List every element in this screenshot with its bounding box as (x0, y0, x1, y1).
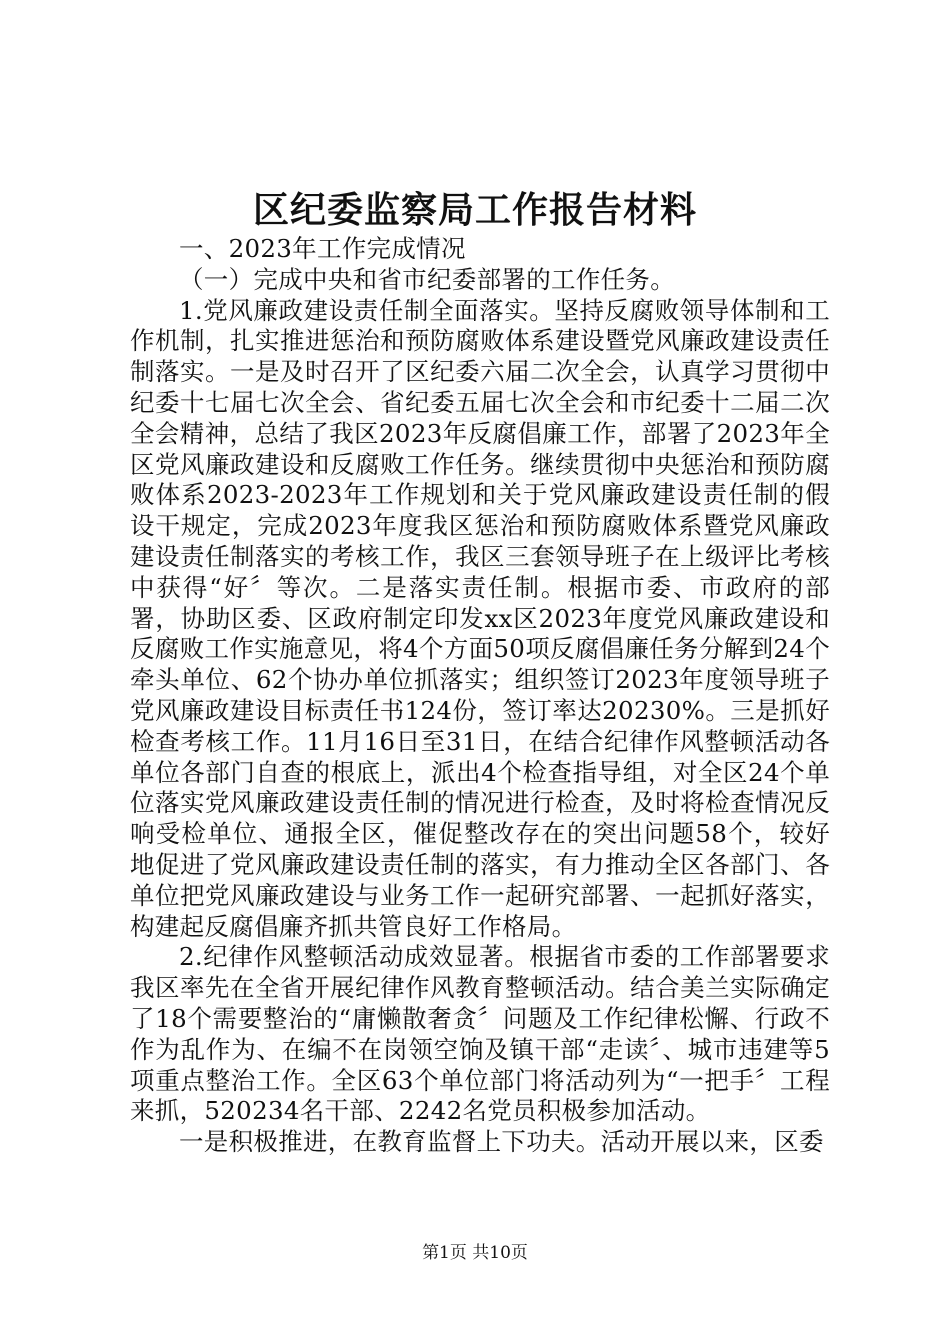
body-paragraph: 1.党风廉政建设责任制全面落实。坚持反腐败领导体制和工作机制，扎实推进惩治和预防腐败体系建设暨党风廉政建设责任制落实。一是及时召开了区纪委六届二次全会，认真学习贯彻中纪委十七届七次全会、省纪委五届七次全会和市纪委十二届二次全会精神，总结了我区2023年反腐倡廉工作，部署了2023年全区党风廉政建设和反腐败工作任务。继续贯彻中央惩治和预防腐败体系2023-2023年工作规划和关于党风廉政建设责任制的假设干规定，完成2023年度我区惩治和预防腐败体系暨党风廉政建设责任制落实的考核工作，我区三套领导班子在上级评比考核中获得“好〞等次。二是落实责任制。根据市委、市政府的部署，协助区委、区政府制定印发xx区2023年度党风廉政建设和反腐败工作实施意见，将4个方面50项反腐倡廉任务分解到24个牵头单位、62个协办单位抓落实；组织签订2023年度领导班子党风廉政建设目标责任书124份，签订率达20230%。三是抓好检查考核工作。11月16日至31日，在结合纪律作风整顿活动各单位各部门自查的根底上，派出4个检查指导组，对全区24个单位落实党风廉政建设责任制的情况进行检查，及时将检查情况反响受检单位、通报全区，催促整改存在的突出问题58个，较好地促进了党风廉政建设责任制的落实，有力推动全区各部门、各单位把党风廉政建设与业务工作一起研究部署、一起抓好落实，构建起反腐倡廉齐抓共管良好工作格局。 (130, 295, 830, 941)
document-body (130, 234, 830, 1158)
subsection-heading: （一）完成中央和省市纪委部署的工作任务。 (179, 264, 675, 294)
document-title: 区纪委监察局工作报告材料 (252, 189, 697, 231)
page-number-footer: 第1页 共10页 (422, 1243, 528, 1263)
body-paragraph: 一是积极推进，在教育监督上下功夫。活动开展以来，区委 (179, 1127, 824, 1157)
section-heading: 一、2023年工作完成情况 (179, 234, 466, 263)
body-paragraph: 2.纪律作风整顿活动成效显著。根据省市委的工作部署要求我区率先在全省开展纪律作风教育整顿活动。结合美兰实际确定了18个需要整治的“庸懒散奢贪〞问题及工作纪律松懈、行政不作为乱作为、在编不在岗领空饷及镇干部“走读〞、城市违建等5项重点整治工作。全区63个单位部门将活动列为“一把手〞工程来抓，520234名干部、2242名党员积极参加活动。 (130, 942, 830, 1126)
